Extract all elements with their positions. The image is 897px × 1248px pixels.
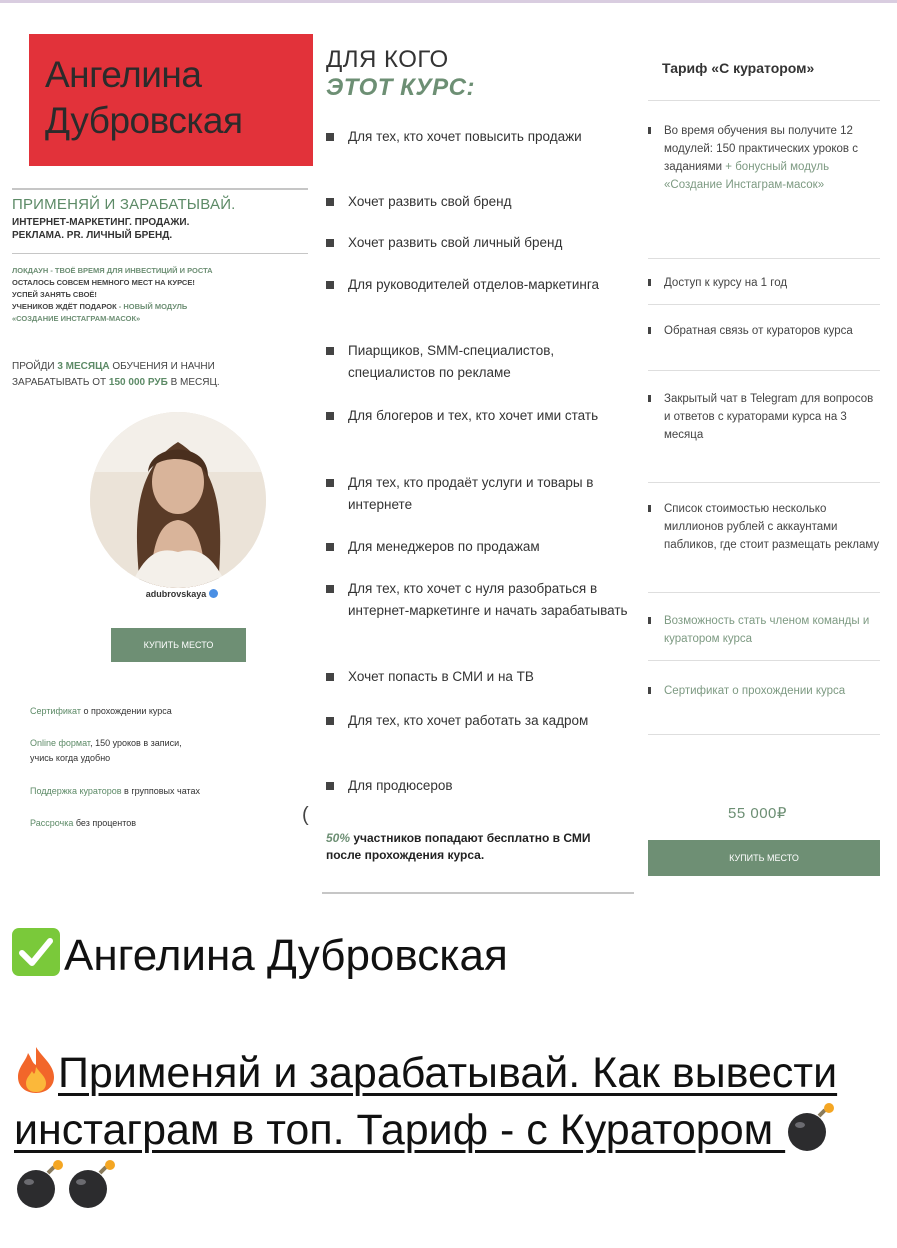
bullet-icon bbox=[648, 505, 651, 512]
audience-item: Для тех, кто хочет с нуля разобраться в интернет-маркетинге и начать зарабатывать bbox=[326, 578, 646, 622]
divider bbox=[648, 100, 880, 101]
bullet-icon bbox=[326, 347, 334, 355]
feature-item: Сертификат о прохождении курса bbox=[30, 706, 172, 716]
tariff-item: Закрытый чат в Telegram для вопросов и ответов с кураторами курса на 3 месяца bbox=[648, 390, 880, 444]
earnings-line: ЗАРАБАТЫВАТЬ ОТ 150 000 РУБ В МЕСЯЦ. bbox=[12, 377, 220, 388]
avatar bbox=[90, 412, 266, 588]
feature-item: Online формат, 150 уроков в записи, bbox=[30, 738, 182, 748]
feature-item: Поддержка кураторов в групповых чатах bbox=[30, 786, 201, 796]
promo-line: УЧЕНИКОВ ЖДЁТ ПОДАРОК - НОВЫЙ МОДУЛЬ bbox=[12, 302, 188, 311]
bullet-icon bbox=[326, 479, 334, 487]
tariff-item: Во время обучения вы получите 12 модулей: 150 практических уроков с заданиями + бонусный модуль «Создание Инстаграм-масок» bbox=[648, 122, 880, 194]
bullet-icon bbox=[326, 585, 334, 593]
bullet-icon bbox=[326, 717, 334, 725]
bullet-icon bbox=[648, 395, 651, 402]
divider bbox=[12, 253, 308, 254]
tariff-item: Сертификат о прохождении курса bbox=[648, 682, 880, 700]
bomb-icon bbox=[14, 1159, 66, 1209]
bomb-icon bbox=[785, 1102, 837, 1152]
audience-item: Для блогеров и тех, кто хочет ими стать bbox=[326, 405, 641, 427]
bullet-icon bbox=[326, 673, 334, 681]
bullet-icon bbox=[648, 327, 651, 334]
check-mark-icon bbox=[12, 928, 60, 976]
for-whom-heading: ДЛЯ КОГО bbox=[326, 46, 449, 73]
audience-item: Для тех, кто хочет повысить продажи bbox=[326, 126, 641, 148]
audience-item: Пиарщиков, SMM-специалистов, специалистов по рекламе bbox=[326, 340, 641, 384]
topics-line: РЕКЛАМА. PR. ЛИЧНЫЙ БРЕНД. bbox=[12, 230, 173, 241]
author-name-block bbox=[29, 34, 313, 166]
check-mark-icon bbox=[12, 928, 60, 976]
verified-icon bbox=[209, 589, 218, 598]
bullet-icon bbox=[326, 198, 334, 206]
bullet-icon bbox=[648, 687, 651, 694]
bullet-icon bbox=[326, 239, 334, 247]
promo-line: «СОЗДАНИЕ ИНСТАГРАМ-МАСОК» bbox=[12, 314, 141, 323]
promo-line: ЛОКДАУН - ТВОЁ ВРЕМЯ ДЛЯ ИНВЕСТИЦИЙ И РОСТА bbox=[12, 266, 213, 275]
bullet-icon bbox=[648, 617, 651, 624]
stray-glyph: ( bbox=[302, 804, 309, 826]
bullet-icon bbox=[326, 412, 334, 420]
audience-item: Для тех, кто хочет работать за кадром bbox=[326, 710, 616, 732]
post-body bbox=[14, 1045, 874, 1216]
topics-line: ИНТЕРНЕТ-МАРКЕТИНГ. ПРОДАЖИ. bbox=[12, 217, 190, 228]
audience-item: Хочет попасть в СМИ и на ТВ bbox=[326, 666, 641, 688]
promo-text bbox=[12, 265, 312, 325]
divider bbox=[322, 892, 634, 894]
earnings-text bbox=[12, 359, 312, 391]
earnings-line: ПРОЙДИ 3 МЕСЯЦА ОБУЧЕНИЯ И НАЧНИ bbox=[12, 361, 215, 372]
course-poster-image bbox=[12, 18, 884, 910]
audience-item: Для тех, кто продаёт услуги и товары в интернете bbox=[326, 472, 616, 516]
bullet-icon bbox=[326, 782, 334, 790]
post-title: Ангелина Дубровская bbox=[12, 928, 508, 981]
buy-place-button[interactable]: КУПИТЬ МЕСТО bbox=[111, 628, 246, 662]
audience-item: Для руководителей отделов-маркетинга bbox=[326, 274, 616, 296]
bullet-icon bbox=[326, 133, 334, 141]
bullet-icon bbox=[326, 543, 334, 551]
divider bbox=[648, 304, 880, 305]
tariff-item: Список стоимостью несколько миллионов рублей с аккаунтами пабликов, где стоит размещать рекламу bbox=[648, 500, 880, 554]
portrait-photo bbox=[90, 412, 266, 588]
tariff-item: Доступ к курсу на 1 год bbox=[648, 274, 880, 292]
divider bbox=[648, 482, 880, 483]
divider bbox=[12, 188, 308, 190]
feature-item: Рассрочка без процентов bbox=[30, 818, 137, 828]
price-label: 55 000₽ bbox=[728, 805, 787, 822]
divider bbox=[648, 660, 880, 661]
tariff-item: Возможность стать членом команды и куратором курса bbox=[648, 612, 880, 648]
divider bbox=[648, 734, 880, 735]
divider bbox=[648, 258, 880, 259]
author-first-name: Ангелина bbox=[45, 54, 202, 95]
bomb-icon bbox=[66, 1159, 118, 1209]
bullet-icon bbox=[648, 127, 651, 134]
for-whom-subheading: ЭТОТ КУРС: bbox=[326, 74, 475, 101]
topics bbox=[12, 216, 312, 242]
tariff-title: Тариф «С куратором» bbox=[662, 60, 815, 76]
bullet-icon bbox=[326, 281, 334, 289]
username-label: adubrovskaya bbox=[112, 589, 252, 599]
promo-line: УСПЕЙ ЗАНЯТЬ СВОЁ! bbox=[12, 290, 97, 299]
audience-item: Хочет развить свой личный бренд bbox=[326, 232, 641, 254]
course-link[interactable]: Применяй и зарабатывай. Как вывести инстаграм в топ. Тариф - с Куратором bbox=[14, 1049, 838, 1154]
fire-icon bbox=[14, 1045, 58, 1095]
divider bbox=[648, 592, 880, 593]
top-divider bbox=[0, 0, 897, 3]
buy-place-button[interactable]: КУПИТЬ МЕСТО bbox=[648, 840, 880, 876]
divider bbox=[648, 370, 880, 371]
promo-line: ОСТАЛОСЬ СОВСЕМ НЕМНОГО МЕСТ НА КУРСЕ! bbox=[12, 278, 195, 287]
bullet-icon bbox=[648, 279, 651, 286]
audience-item: Для менеджеров по продажам bbox=[326, 536, 641, 558]
audience-item: Для продюсеров bbox=[326, 775, 641, 797]
tariff-item: Обратная связь от кураторов курса bbox=[648, 322, 880, 340]
slogan: ПРИМЕНЯЙ И ЗАРАБАТЫВАЙ. bbox=[12, 196, 236, 213]
feature-item: учись когда удобно bbox=[30, 753, 111, 763]
audience-item: Хочет развить свой бренд bbox=[326, 191, 641, 213]
author-last-name: Дубровская bbox=[45, 100, 243, 141]
smi-note: 50% участников попадают бесплатно в СМИ после прохождения курса. bbox=[326, 831, 591, 862]
